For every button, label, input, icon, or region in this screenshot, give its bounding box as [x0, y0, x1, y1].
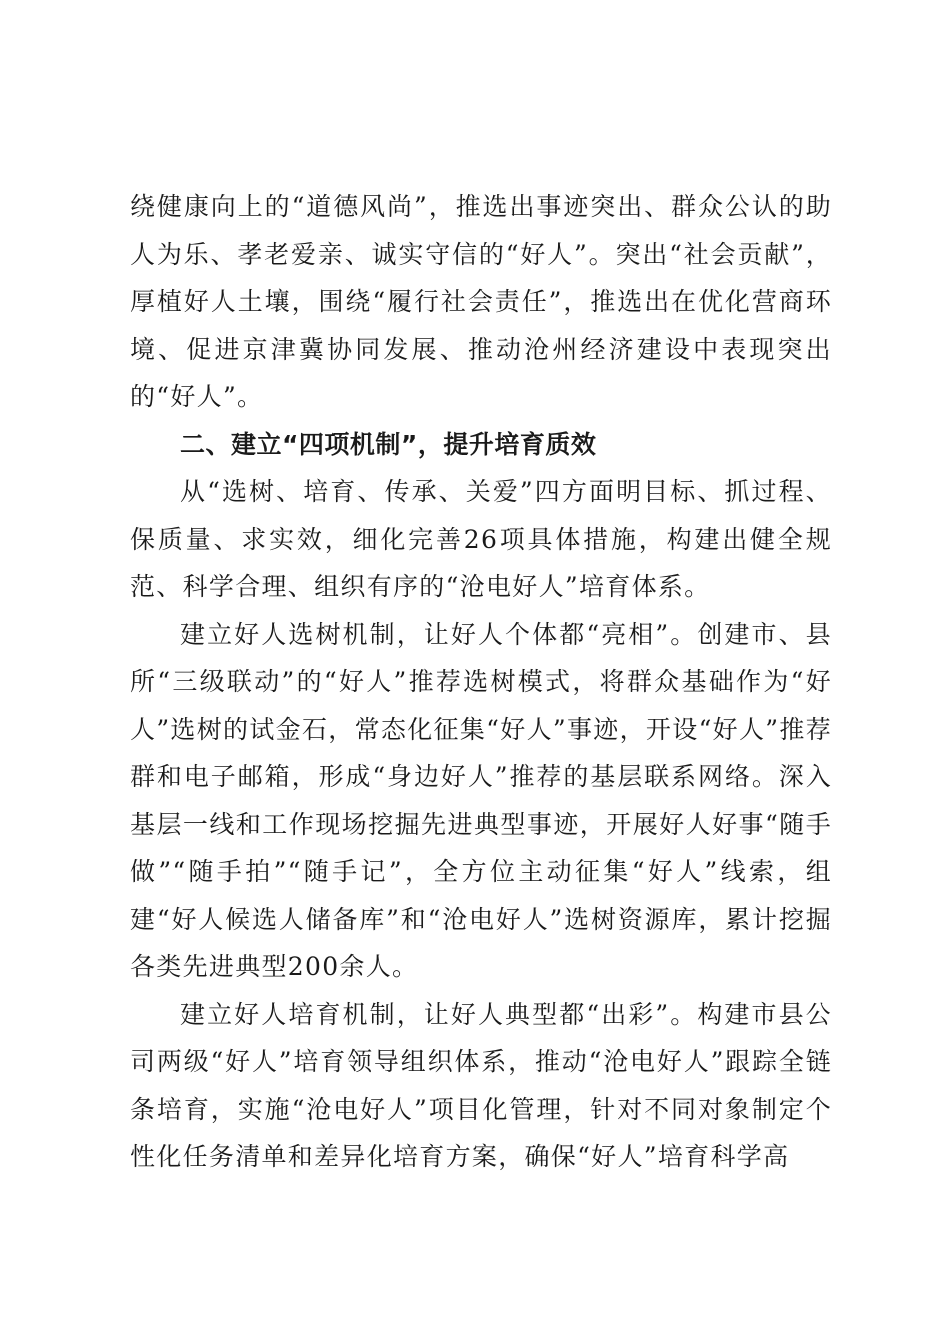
paragraph-cultivation-mechanism: 建立好人培育机制，让好人典型都“出彩”。构建市县公司两级“好人”培育领导组织体系，推动“沧电好人”跟踪全链条培育，实施“沧电好人”项目化管理，针对不同对象制定个性化任务清单和差异化培育方案，确保“好人”培育科学高 — [130, 999, 832, 1171]
document-body — [130, 183, 832, 1181]
paragraph-continuation: 绕健康向上的“道德风尚”，推选出事迹突出、群众公认的助人为乐、孝老爱亲、诚实守信的“好人”。突出“社会贡献”，厚植好人土壤，围绕“履行社会责任”，推选出在优化营商环境、促进京津冀协同发展、推动沧州经济建设中表现突出的“好人”。 — [130, 192, 832, 411]
section-heading: 二、建立“四项机制”，提升培育质效 — [180, 429, 597, 459]
paragraph-overview: 从“选树、培育、传承、关爱”四方面明目标、抓过程、保质量、求实效，细化完善26项具体措施，构建出健全规范、科学合理、组织有序的“沧电好人”培育体系。 — [130, 477, 832, 601]
paragraph-selection-mechanism: 建立好人选树机制，让好人个体都“亮相”。创建市、县所“三级联动”的“好人”推荐选树模式，将群众基础作为“好人”选树的试金石，常态化征集“好人”事迹，开设“好人”推荐群和电子邮箱，形成“身边好人”推荐的基层联系网络。深入基层一线和工作现场挖掘先进典型事迹，开展好人好事“随手做”“随手拍”“随手记”，全方位主动征集“好人”线索，组建“好人候选人储备库”和“沧电好人”选树资源库，累计挖掘各类先进典型200余人。 — [130, 619, 832, 981]
